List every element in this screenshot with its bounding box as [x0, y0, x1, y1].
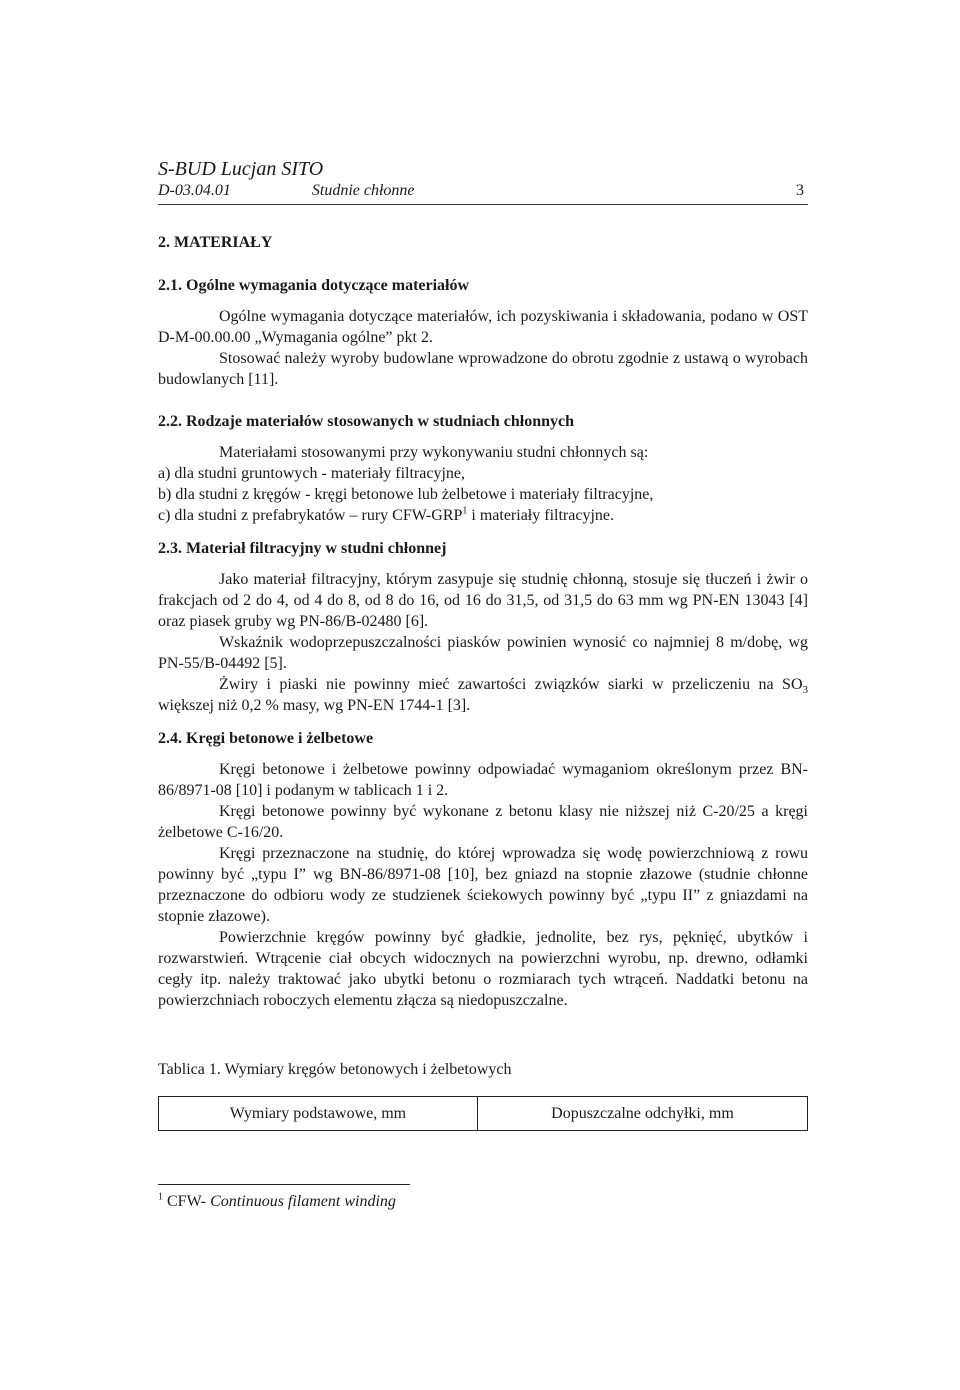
- section-heading: 2. MATERIAŁY: [158, 234, 273, 251]
- table-header-cell: Wymiary podstawowe, mm: [159, 1097, 478, 1131]
- document-page: [158, 158, 808, 1212]
- list-item: b) dla studni z kręgów - kręgi betonowe lub żelbetowe i materiały filtracyjne,: [158, 486, 654, 503]
- paragraph: Żwiry i piaski nie powinny mieć zawartości związków siarki w przeliczeniu na $SO_3$ większej niż 0,2 % masy, wg PN-EN 1744-1 [3].: [158, 676, 808, 714]
- subsection-heading-2-3: 2.3. Materiał filtracyjny w studni chłonnej: [158, 540, 447, 557]
- dimensions-table: [158, 1096, 808, 1131]
- paragraph: Kręgi przeznaczone na studnię, do której wprowadza się wodę powierzchniową z rowu powinny być „typu I” wg BN-86/8971-08 [10], bez gniazd na stopnie złazowe (studnie chłonne przeznaczone do odbioru wody ze studzienek ściekowych powinny być „typu II” z gniazdami na stopnie złazowe).: [158, 845, 808, 925]
- page-number: 3: [796, 182, 804, 199]
- footnote-separator: [158, 1184, 410, 1185]
- table-header-cell: Dopuszczalne odchyłki, mm: [477, 1097, 807, 1131]
- list-item: a) dla studni gruntowych - materiały filtracyjne,: [158, 465, 466, 482]
- subsection-heading-2-2: 2.2. Rodzaje materiałów stosowanych w studniach chłonnych: [158, 413, 575, 430]
- paragraph: Kręgi betonowe i żelbetowe powinny odpowiadać wymaganiom określonym przez BN-86/8971-08 [10] i podanym w tablicach 1 i 2.: [158, 761, 808, 799]
- paragraph: Wskaźnik wodoprzepuszczalności piasków powinien wynosić co najmniej 8 m/dobę, wg PN-55/B-04492 [5].: [158, 634, 808, 672]
- company-name: S-BUD Lucjan SITO: [158, 158, 324, 180]
- spec-code: D-03.04.01: [158, 182, 231, 199]
- spec-title: Studnie chłonne: [311, 182, 415, 199]
- paragraph: Kręgi betonowe powinny być wykonane z betonu klasy nie niższej niż C-20/25 a kręgi żelbetowe C-16/20.: [158, 803, 808, 841]
- paragraph: Materiałami stosowanymi przy wykonywaniu studni chłonnych są:: [219, 444, 649, 461]
- subsection-heading-2-1: 2.1. Ogólne wymagania dotyczące materiałów: [158, 277, 470, 294]
- paragraph: Ogólne wymagania dotyczące materiałów, ich pozyskiwania i składowania, podano w OST D-M-00.00.00 „Wymagania ogólne” pkt 2.: [158, 308, 808, 346]
- page-header: [158, 181, 808, 205]
- subsection-heading-2-4: 2.4. Kręgi betonowe i żelbetowe: [158, 730, 374, 747]
- table-caption: Tablica 1. Wymiary kręgów betonowych i żelbetowych: [158, 1061, 512, 1078]
- footnote-ref: 1: [462, 505, 468, 517]
- paragraph: Jako materiał filtracyjny, którym zasypuje się studnię chłonną, stosuje się tłuczeń i żwir o frakcjach od 2 do 4, od 4 do 8, od 8 do 16, od 16 do 31,5, od 31,5 do 63 mm wg PN-EN 13043 [4] oraz piasek gruby wg PN-86/B-02480 [6].: [158, 571, 808, 630]
- table-header-row: [159, 1097, 808, 1131]
- paragraph: Powierzchnie kręgów powinny być gładkie, jednolite, bez rys, pęknięć, ubytków i rozwarstwień. Wtrącenie ciał obcych widocznych na powierzchni wyrobu, np. drewno, odłamki cegły itp. należy traktować jako ubytki betonu o rozmiarach tych wtrąceń. Naddatki betonu na powierzchniach roboczych elementu złącza są niedopuszczalne.: [158, 929, 808, 1009]
- list-item: c) dla studni z prefabrykatów – rury CFW-GRP$^1$ i materiały filtracyjne.: [158, 505, 614, 524]
- footnote: $^1$ CFW- Continuous filament winding: [158, 1191, 396, 1210]
- paragraph: Stosować należy wyroby budowlane wprowadzone do obrotu zgodnie z ustawą o wyrobach budowlanych [11].: [158, 350, 808, 388]
